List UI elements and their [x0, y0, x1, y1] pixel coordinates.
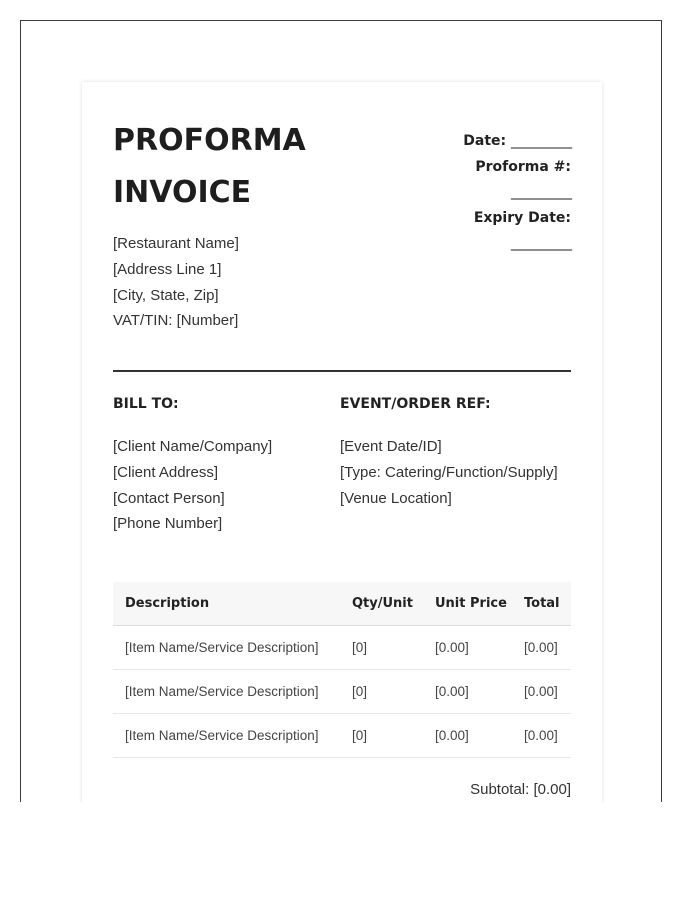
- bill-to-line: [Client Address]: [113, 463, 219, 481]
- expiry-date-blank: __________: [511, 235, 571, 251]
- column-header-unit-price: Unit Price: [435, 596, 507, 611]
- proforma-number-blank: __________: [511, 184, 571, 200]
- restaurant-vat: VAT/TIN: [Number]: [113, 312, 239, 330]
- restaurant-details: [113, 231, 239, 334]
- invoice-page: [82, 82, 602, 802]
- cell-qty: [0]: [352, 728, 368, 743]
- proforma-number-label: Proforma #:: [475, 158, 571, 175]
- date-field: [421, 129, 571, 155]
- title-line-1: PROFORMA: [113, 123, 306, 158]
- line-items-table: [113, 582, 571, 758]
- bill-to-details: [113, 434, 272, 537]
- cell-qty: [0]: [352, 640, 368, 655]
- cell-unit-price: [0.00]: [435, 684, 469, 699]
- expiry-date-label: Expiry Date:: [473, 209, 571, 226]
- cell-description: [Item Name/Service Description]: [125, 728, 319, 743]
- restaurant-address: [Address Line 1]: [113, 260, 222, 278]
- invoice-meta: [421, 129, 571, 257]
- table-row: [113, 670, 571, 714]
- event-ref-details: [340, 434, 558, 511]
- date-blank: __________: [511, 133, 571, 149]
- column-header-description: Description: [125, 596, 210, 611]
- cell-total: [0.00]: [524, 684, 558, 699]
- cell-description: [Item Name/Service Description]: [125, 684, 319, 699]
- cell-description: [Item Name/Service Description]: [125, 640, 319, 655]
- title-line-2: INVOICE: [113, 175, 252, 210]
- subtotal: Subtotal: [0.00]: [470, 781, 571, 798]
- table-header: [113, 582, 571, 626]
- cell-qty: [0]: [352, 684, 368, 699]
- bill-to-line: [Phone Number]: [113, 515, 223, 533]
- date-label: Date:: [463, 133, 507, 149]
- event-ref-heading: EVENT/ORDER REF:: [340, 396, 491, 412]
- bill-to-heading: BILL TO:: [113, 396, 179, 412]
- event-ref-line: [Event Date/ID]: [340, 438, 442, 455]
- table-row: [113, 626, 571, 670]
- document-viewport[interactable]: [20, 20, 662, 802]
- restaurant-name: [Restaurant Name]: [113, 235, 239, 252]
- cell-unit-price: [0.00]: [435, 728, 469, 743]
- invoice-title: [113, 115, 343, 219]
- cell-total: [0.00]: [524, 728, 558, 743]
- column-header-qty: Qty/Unit: [352, 596, 413, 611]
- event-ref-line: [Venue Location]: [340, 489, 452, 507]
- header-divider: [113, 370, 571, 372]
- table-row: [113, 714, 571, 758]
- restaurant-city: [City, State, Zip]: [113, 286, 219, 304]
- cell-unit-price: [0.00]: [435, 640, 469, 655]
- event-ref-line: [Type: Catering/Function/Supply]: [340, 463, 558, 481]
- bill-to-line: [Client Name/Company]: [113, 438, 273, 455]
- cell-total: [0.00]: [524, 640, 558, 655]
- column-header-total: Total: [524, 596, 560, 611]
- bill-to-line: [Contact Person]: [113, 489, 225, 507]
